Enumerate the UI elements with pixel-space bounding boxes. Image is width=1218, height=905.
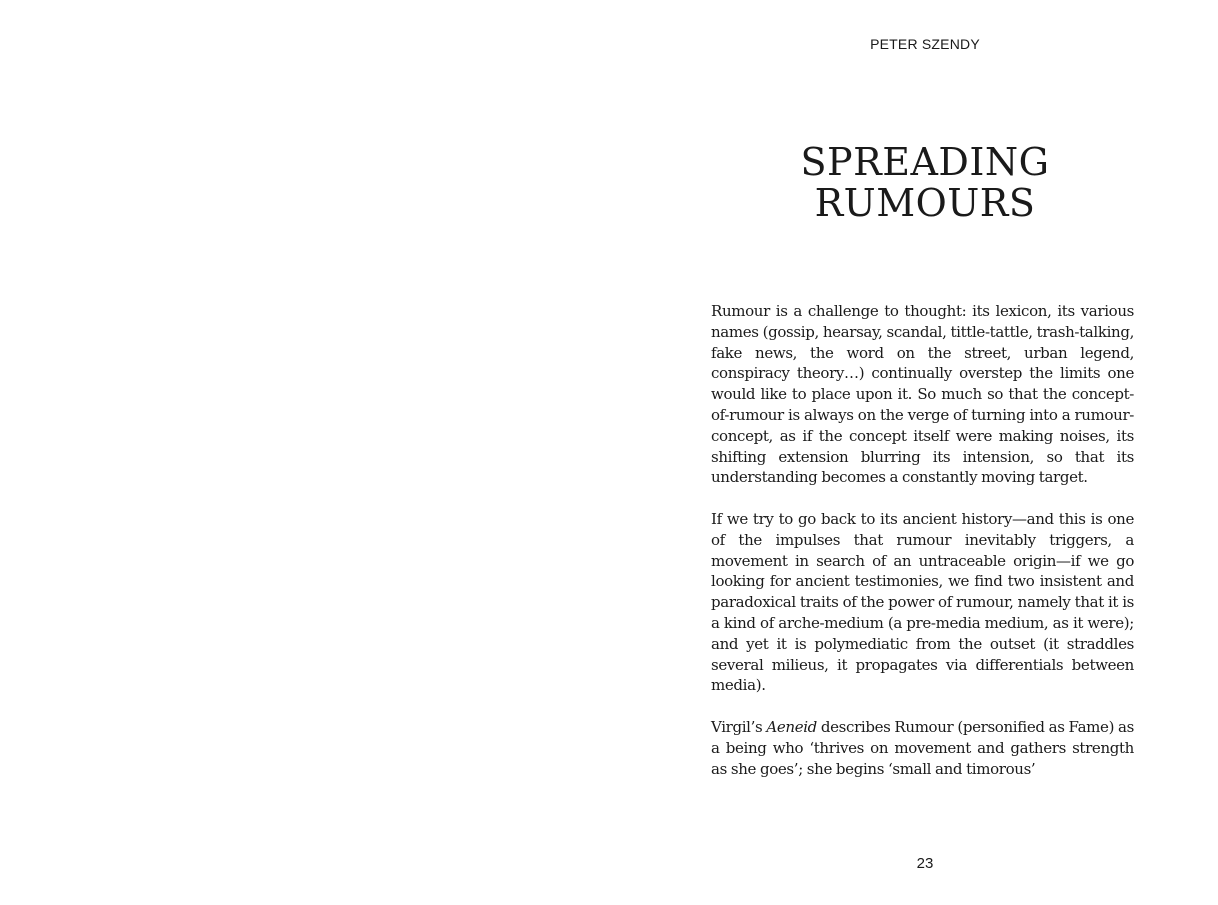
right-page [609, 0, 1218, 905]
paragraph-2: If we try to go back to its ancient history—and this is one of the impulses that rumour inevitably triggers, a movement in search of an untraceable origin—if we go looking for ancient testimonies, we find two insistent and paradoxical traits of the power of rumour, namely that it is a kind of arche-medium (a pre-media medium, as it were); and yet it is polymediatic from the outset (it straddles several milieus, it propagates via differentials between media). [711, 509, 1134, 695]
paragraph-3-lead: Virgil’s [711, 717, 767, 736]
chapter-title [609, 142, 1218, 224]
book-title-aeneid: Aeneid [766, 717, 817, 736]
paragraph-3-rest: describes Rumour (personified as Fame) as a being who ‘thrives on movement and gathers strength as she goes’; she begins ‘small and timorous’ [711, 717, 1134, 778]
chapter-title-line-1: SPREADING [800, 140, 1050, 184]
paragraph-3 [711, 717, 1134, 779]
body-text [711, 301, 1134, 779]
page-number: 23 [916, 855, 934, 872]
running-head: PETER SZENDY [870, 36, 980, 52]
paragraph-1: Rumour is a challenge to thought: its lexicon, its various names (gossip, hearsay, scandal, tittle-tattle, trash-talking, fake news, the word on the street, urban legend, conspiracy theory…) continually overstep the limits one would like to place upon it. So much so that the concept-of-rumour is always on the verge of turning into a rumour-concept, as if the concept itself were making noises, its shifting extension blurring its intension, so that its understanding becomes a constantly moving target. [711, 302, 1134, 487]
chapter-title-line-2: RUMOURS [814, 181, 1036, 225]
